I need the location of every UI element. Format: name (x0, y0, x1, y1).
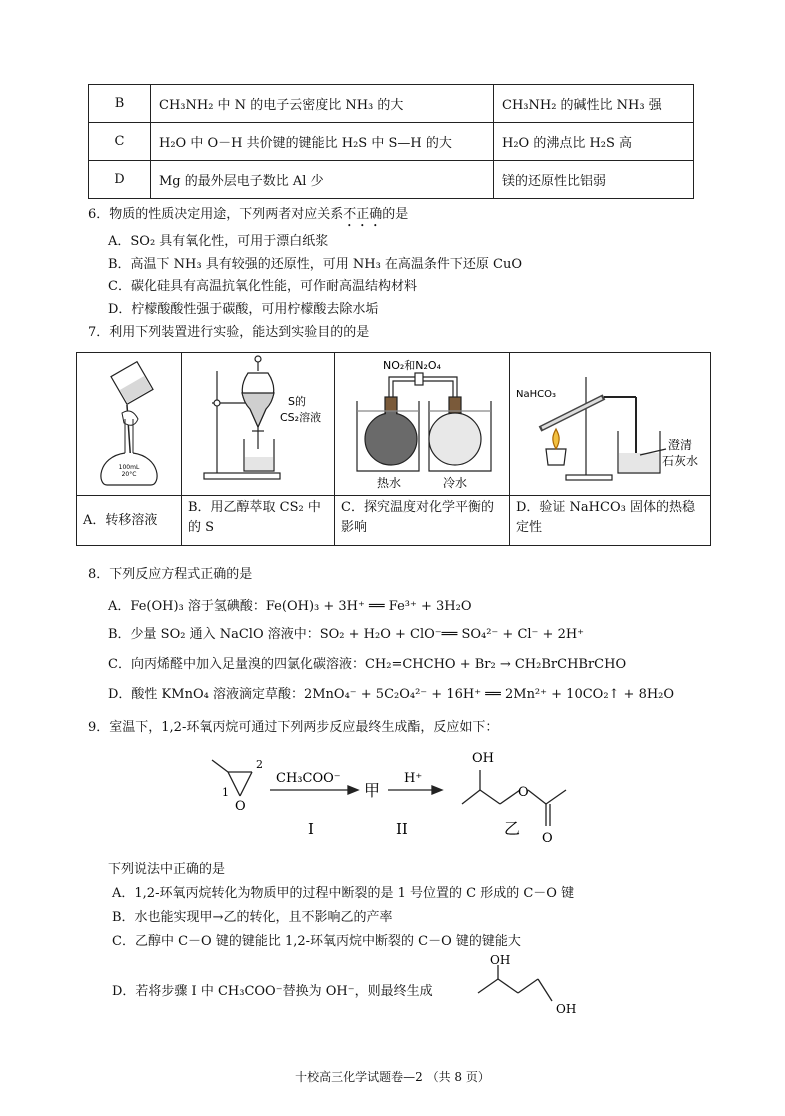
row-desc: Mg 的最外层电子数比 Al 少 (151, 161, 494, 199)
table-row (89, 161, 694, 199)
q8-option-b: B．少量 SO₂ 通入 NaClO 溶液中：SO₂ + H₂O + ClO⁻══ SO₄²⁻ + Cl⁻ + 2H⁺ (108, 627, 585, 642)
epoxide-oxygen: O (235, 799, 246, 814)
q6-option-a: A．SO₂ 具有氧化性，可用于漂白纸浆 (108, 234, 329, 249)
q6-option-d: D．柠檬酸酸性强于碳酸，可用柠檬酸去除水垢 (108, 302, 379, 317)
limewater-label-1: 澄清 (668, 438, 693, 452)
hot-water-label: 热水 (377, 476, 402, 490)
product-label: 乙 (504, 819, 521, 838)
q6-stem-post: 的是 (382, 207, 409, 222)
funnel-label-1: S的 (288, 395, 306, 408)
svg-text:20°C: 20°C (121, 471, 137, 478)
q8-option-c: C．向丙烯醛中加入足量溴的四氯化碳溶液：CH₂=CHCHO + Br₂ → CH₂BrCHBrCHO (108, 657, 627, 672)
q6-stem-pre: 6．物质的性质决定用途，下列两者对应关系 (88, 207, 344, 222)
q6-stem-emphasis: 不正确 (343, 207, 383, 222)
separatory-funnel-figure (182, 353, 334, 491)
caption-a: A．转移溶液 (77, 496, 182, 546)
product-oh: OH (472, 751, 494, 766)
step-2-label: II (396, 820, 408, 838)
row-desc: CH₃NH₂ 中 N 的电子云密度比 NH₃ 的大 (151, 85, 494, 123)
page-footer: 十校高三化学试题卷—2 （共 8 页） (295, 1070, 490, 1084)
intermediate-label: 甲 (364, 781, 381, 800)
gas-label: NO₂和N₂O₄ (383, 359, 442, 372)
q9-option-d: D．若将步骤 I 中 CH₃COO⁻替换为 OH⁻，则最终生成 (112, 984, 433, 999)
table-row (89, 123, 694, 161)
diol-structure (470, 955, 590, 1021)
reagent-1: CH₃COO⁻ (276, 771, 341, 786)
row-desc: H₂O 中 O－H 共价键的键能比 H₂S 中 S—H 的大 (151, 123, 494, 161)
q9-option-c: C．乙醇中 C－O 键的键能比 1,2-环氧丙烷中断裂的 C－O 键的键能大 (112, 934, 521, 949)
q6-option-c: C．碳化硅具有高温抗氧化性能，可作耐高温结构材料 (108, 279, 417, 294)
apparatus-row (77, 353, 711, 496)
apparatus-c (335, 353, 510, 496)
thermal-stability-figure (510, 353, 710, 491)
q7-apparatus-table (76, 352, 711, 546)
apparatus-b (182, 353, 335, 496)
no2-equilibrium-figure (335, 353, 509, 491)
reaction-scheme (200, 742, 600, 858)
atom-number-2: 2 (256, 758, 263, 771)
row-result: 镁的还原性比铝弱 (494, 161, 694, 199)
volumetric-flask-figure (77, 353, 181, 491)
product-carbonyl-oxygen: O (542, 831, 553, 846)
svg-text:100mL: 100mL (118, 464, 140, 471)
funnel-label-2: CS₂溶液 (280, 411, 322, 424)
q8-option-a: A．Fe(OH)₃ 溶于氢碘酸：Fe(OH)₃ + 3H⁺ ══ Fe³⁺ + 3H₂O (108, 599, 472, 614)
apparatus-d (510, 353, 711, 496)
row-label: C (89, 123, 151, 161)
caption-row (77, 496, 711, 546)
limewater-label-2: 石灰水 (662, 454, 699, 468)
q9-stem: 9．室温下，1,2-环氧丙烷可通过下列两步反应最终生成酯，反应如下： (88, 720, 499, 735)
q6-option-b: B．高温下 NH₃ 具有较强的还原性，可用 NH₃ 在高温条件下还原 CuO (108, 257, 523, 272)
row-result: H₂O 的沸点比 H₂S 高 (494, 123, 694, 161)
cold-water-label: 冷水 (443, 476, 468, 490)
q8-stem: 8．下列反应方程式正确的是 (88, 567, 253, 582)
q7-stem: 7．利用下列装置进行实验，能达到实验目的的是 (88, 325, 370, 340)
diol-oh-1: OH (490, 955, 511, 967)
q9-sub-stem: 下列说法中正确的是 (108, 862, 226, 877)
q9-option-b: B．水也能实现甲→乙的转化，且不影响乙的产率 (112, 910, 393, 925)
nahco3-label: NaHCO₃ (516, 389, 556, 400)
caption-d: D．验证 NaHCO₃ 固体的热稳定性 (510, 496, 711, 546)
apparatus-a (77, 353, 182, 496)
caption-b: B．用乙醇萃取 CS₂ 中的 S (182, 496, 335, 546)
row-label: D (89, 161, 151, 199)
step-1-label: I (308, 820, 314, 838)
reagent-2: H⁺ (404, 771, 423, 786)
q6-stem (88, 203, 408, 230)
row-label: B (89, 85, 151, 123)
row-result: CH₃NH₂ 的碱性比 NH₃ 强 (494, 85, 694, 123)
q8-option-d: D．酸性 KMnO₄ 溶液滴定草酸：2MnO₄⁻ + 5C₂O₄²⁻ + 16H⁺ ══ 2Mn²⁺ + 10CO₂↑ + 8H₂O (108, 687, 675, 702)
product-ester-oxygen: O (518, 785, 529, 800)
q9-option-a: A．1,2-环氧丙烷转化为物质甲的过程中断裂的是 1 号位置的 C 形成的 C－O 键 (112, 886, 575, 901)
table-row (89, 85, 694, 123)
caption-c: C．探究温度对化学平衡的影响 (335, 496, 510, 546)
atom-number-1: 1 (222, 786, 229, 799)
diol-oh-2: OH (556, 1002, 577, 1016)
q5-table (88, 84, 694, 199)
